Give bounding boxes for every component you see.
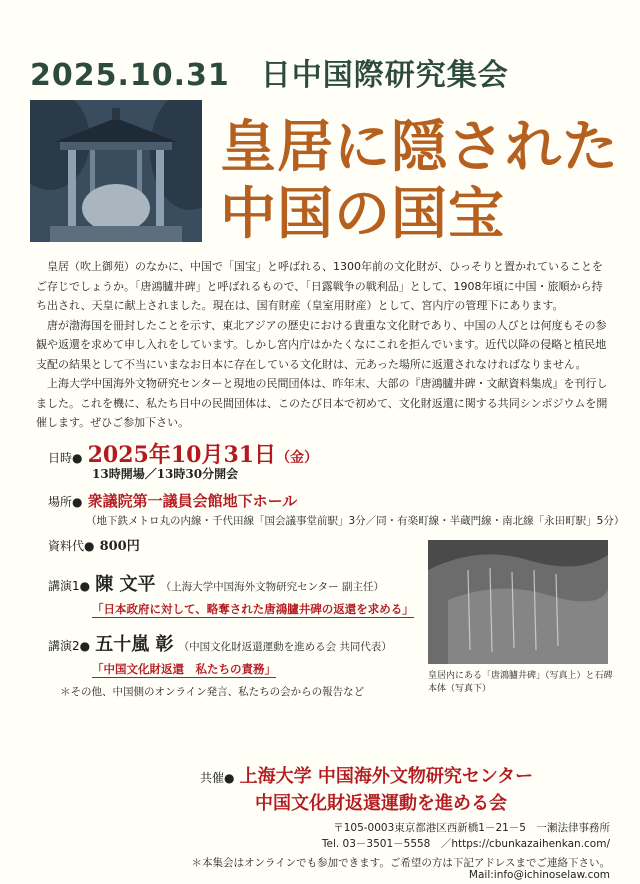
event-date-title: 2025.10.31 日中国際研究集会: [30, 58, 509, 93]
bullet-icon: ●: [79, 579, 91, 593]
lecture2-speaker: 五十嵐 彰: [95, 634, 174, 655]
venue-access: （地下鉄メトロ丸の内線・千代田線「国会議事堂前駅」3分／同・有楽町線・半蔵門線・南北線「永田町駅」5分）: [86, 515, 625, 527]
venue-name: 衆議院第一議員会館地下ホール: [87, 492, 298, 510]
sponsor-org1: 上海大学 中国海外文物研究センター: [239, 766, 534, 787]
photo-caption: 皇居内にある「唐鴻臚井碑」（写真上）と石碑本体（写真下）: [428, 671, 613, 694]
lecture2-topic: 「中国文化財返還 私たちの責務」: [92, 662, 276, 676]
main-title-line2: 中国の国宝: [220, 181, 505, 247]
event-date: 2025年10月31日: [87, 442, 277, 468]
contact-mail[interactable]: Mail:info@ichinoselaw.com: [468, 869, 610, 881]
sponsor-label: 共催: [200, 771, 225, 785]
other-program-note: ＊その他、中国側のオンライン発言、私たちの会からの報告など: [60, 686, 365, 698]
bullet-icon: ●: [72, 495, 83, 509]
bullet-icon: ●: [224, 771, 235, 785]
bullet-icon: ●: [79, 639, 91, 653]
lecture2-affiliation: （中国文化財返還運動を進める会 共同代表）: [178, 641, 392, 653]
sponsor-row: [200, 762, 533, 788]
contact-tel-web[interactable]: Tel. 03－3501－5558 ／https://cbunkazaihenkan.com/: [321, 838, 610, 850]
lecture1-topic-row: [92, 598, 414, 617]
main-title-line1: 皇居に隠された: [220, 114, 619, 180]
fee-label: 資料代: [48, 539, 85, 553]
lecture2-label: 講演2: [48, 639, 80, 653]
event-time: 13時開場／13時30分開会: [92, 467, 239, 481]
online-note: ＊本集会はオンラインでも参加できます。ご希望の方は下記アドレスまでご連絡下さい。: [191, 857, 610, 869]
contact-address: 〒105-0003東京都港区西新橋1－21－5 一瀬法律事務所: [333, 822, 610, 834]
intro-paragraph: 唐が渤海国を冊封したことを示す、東北アジアの歴史における貴重な文化財であり、中国の人びとは何度もその参観や返還を求めて申し入れをしています。しかし宮内庁はかたくなにこれを拒んでいます。近代以降の侵略と植民地支配の結果として不当にいまなお日本に存在している文化財は、元あった場所に返還されなければなりません。: [36, 318, 607, 371]
venue-row: [48, 490, 297, 511]
bullet-icon: ●: [84, 539, 95, 553]
lecture1-affiliation: （上海大学中国海外文物研究センター 副主任）: [160, 581, 385, 593]
event-weekday: （金）: [276, 450, 319, 466]
lecture1-topic: 「日本政府に対して、略奪された唐鴻臚井碑の返還を求める」: [92, 602, 414, 616]
lecture2-topic-row: [92, 658, 276, 677]
pavilion-photo: [30, 100, 202, 242]
fee-row: [48, 535, 140, 554]
stele-photo: [428, 540, 608, 664]
fee-amount: 800円: [99, 539, 140, 554]
sponsor-org2: 中国文化財返還運動を進める会: [255, 793, 507, 814]
venue-label: 場所: [48, 495, 73, 509]
intro-text: [36, 257, 608, 433]
datetime-label: 日時: [48, 451, 73, 465]
bullet-icon: ●: [72, 451, 83, 465]
intro-paragraph: 皇居（吹上御苑）のなかに、中国で「国宝」と呼ばれる、1300年前の文化財が、ひっそりと置かれていることをご存じでしょうか。「唐鴻臚井碑」と呼ばれるもので、「日露戦争の戦利品」として、1908年頃に中国・旅順から持ち出され、天皇に献上されました。現在は、国有財産（皇室用財産）として、宮内庁の管理下にあります。: [36, 260, 603, 312]
lecture1-row: [48, 570, 384, 596]
lecture1-label: 講演1: [48, 579, 80, 593]
lecture2-row: [48, 630, 392, 656]
lecture1-speaker: 陳 文平: [95, 574, 156, 595]
intro-paragraph: 上海大学中国海外文物研究センターと現地の民間団体は、昨年末、大部の『唐鴻臚井碑・文献資料集成』を刊行しました。これを機に、私たち日中の民間団体は、このたび日本で初めて、文化財返還に関する共同シンポジウムを開催します。ぜひご参加下さい。: [36, 377, 608, 429]
